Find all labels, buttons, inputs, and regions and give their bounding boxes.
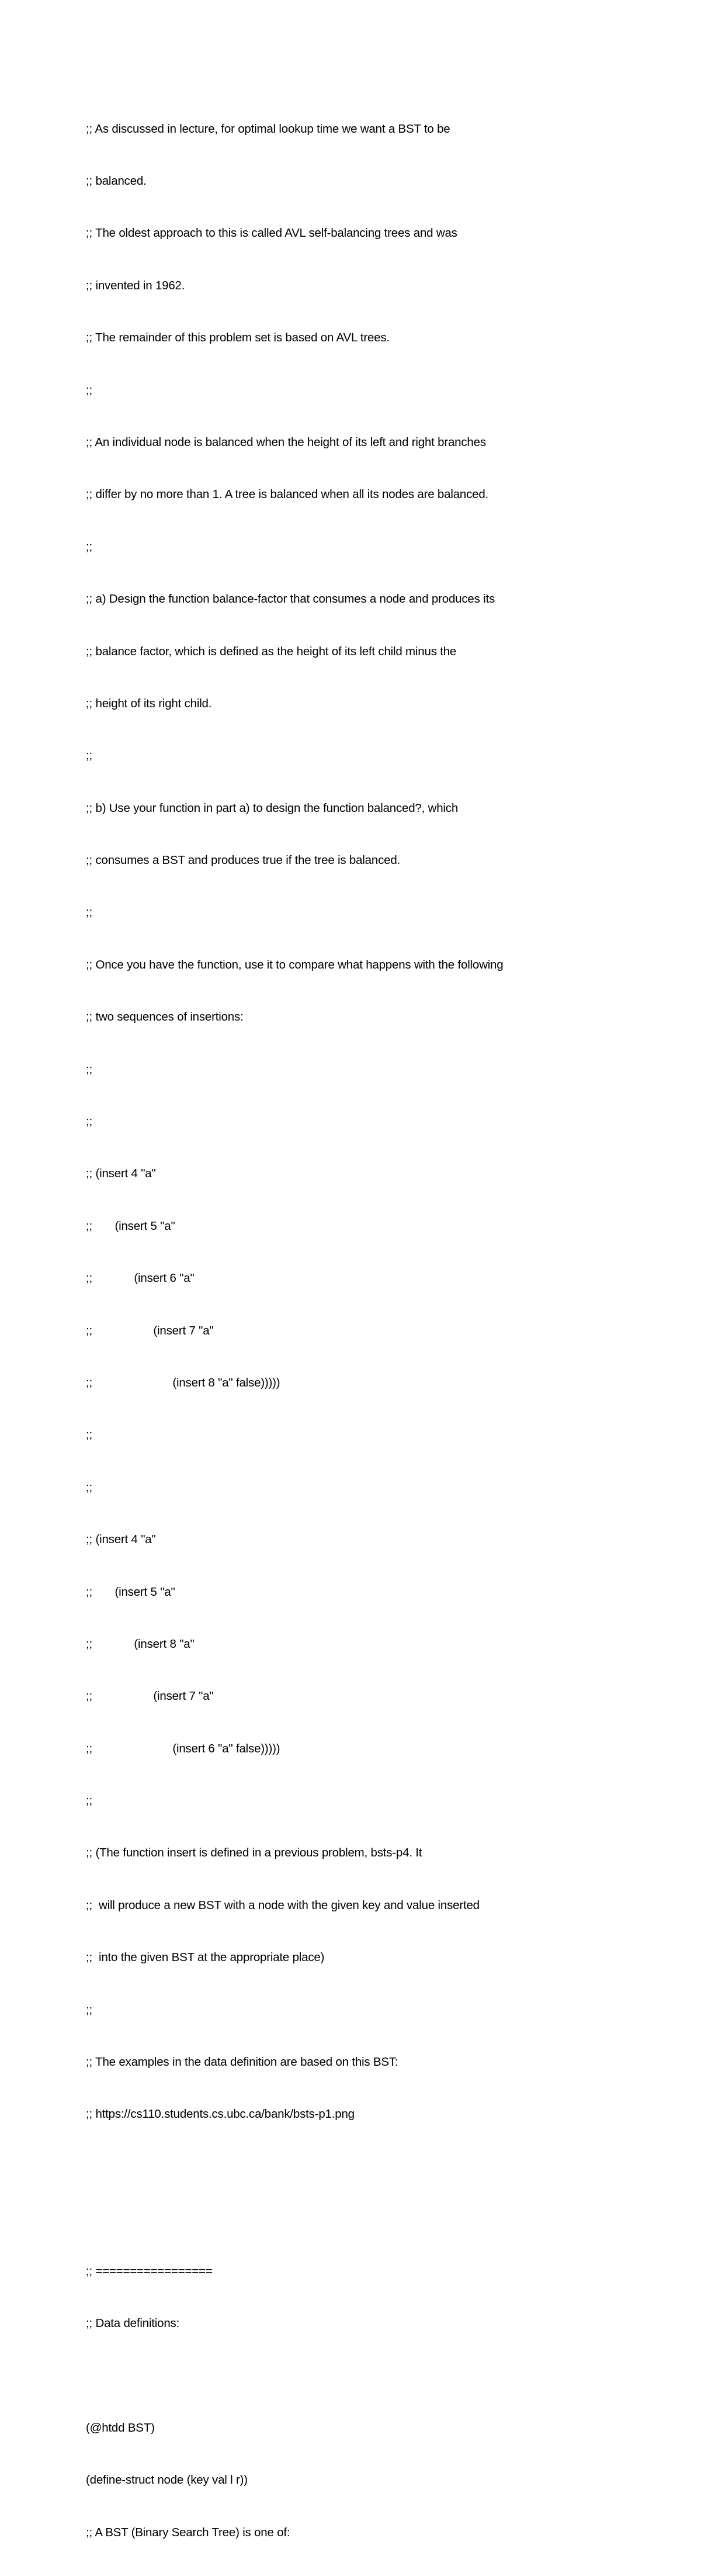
text-line: ;; The remainder of this problem set is based on AVL trees. bbox=[86, 331, 390, 345]
text-line: ;; b) Use your function in part a) to design the function balanced?, which bbox=[86, 801, 459, 815]
text-line: ;; bbox=[86, 2003, 92, 2017]
code-line: ;; (insert 6 "a" bbox=[86, 1271, 195, 1285]
code-line: ;; (insert 5 "a" bbox=[86, 1219, 175, 1233]
text-line: ;; differ by no more than 1. A tree is balanced when all its nodes are balanced. bbox=[86, 487, 489, 502]
blank-line bbox=[86, 2210, 670, 2228]
text-line: ;; bbox=[86, 1794, 92, 1808]
code-line: ;; (insert 8 "a" false))))) bbox=[86, 1375, 280, 1389]
code-line: (@htdd BST) bbox=[86, 2421, 155, 2435]
code-line: (define-struct node (key val l r)) bbox=[86, 2473, 248, 2487]
code-line: ;; (insert 7 "a" bbox=[86, 1689, 214, 1703]
code-line: ;; (insert 6 "a" false))))) bbox=[86, 1741, 280, 1755]
text-line: ;; (The function insert is defined in a previous problem, bsts-p4. It bbox=[86, 1846, 422, 1860]
url-text-line: ;; https://cs110.students.cs.ubc.ca/bank/bsts-p1.png bbox=[86, 2107, 355, 2121]
text-line: ;; As discussed in lecture, for optimal lookup time we want a BST to be bbox=[86, 122, 450, 136]
text-line: ;; two sequences of insertions: bbox=[86, 1010, 244, 1024]
text-line: ;; balanced. bbox=[86, 174, 147, 188]
text-line: ;; bbox=[86, 540, 92, 554]
code-line: ;; (insert 4 "a" bbox=[86, 1533, 156, 1547]
text-line: ;; bbox=[86, 1062, 92, 1076]
document-text-body bbox=[86, 85, 670, 2576]
text-line: ;; consumes a BST and produces true if the tree is balanced. bbox=[86, 853, 401, 867]
section-divider-line: ;; ================= bbox=[86, 2264, 213, 2278]
text-line: ;; bbox=[86, 905, 92, 919]
text-line: ;; invented in 1962. bbox=[86, 278, 185, 292]
text-line: ;; height of its right child. bbox=[86, 696, 212, 710]
text-line: ;; into the given BST at the appropriate place) bbox=[86, 1951, 325, 1965]
text-line: ;; will produce a new BST with a node with the given key and value inserted bbox=[86, 1898, 480, 1912]
text-line: ;; bbox=[86, 1480, 92, 1494]
text-line: ;; The oldest approach to this is called AVL self-balancing trees and was bbox=[86, 226, 457, 240]
code-line: ;; (insert 7 "a" bbox=[86, 1323, 214, 1337]
text-line: ;; A BST (Binary Search Tree) is one of: bbox=[86, 2525, 290, 2539]
blank-line bbox=[86, 2158, 670, 2176]
text-line: ;; Once you have the function, use it to compare what happens with the following bbox=[86, 957, 504, 971]
code-line: ;; (insert 4 "a" bbox=[86, 1167, 156, 1181]
code-line: ;; (insert 8 "a" bbox=[86, 1637, 195, 1651]
text-line: ;; bbox=[86, 749, 92, 763]
text-line: ;; The examples in the data definition are based on this BST: bbox=[86, 2055, 398, 2069]
text-line: ;; bbox=[86, 383, 92, 397]
section-heading-line: ;; Data definitions: bbox=[86, 2316, 180, 2330]
text-line: ;; bbox=[86, 1115, 92, 1129]
text-line: ;; balance factor, which is defined as the height of its left child minus the bbox=[86, 644, 457, 658]
text-line: ;; bbox=[86, 1428, 92, 1442]
blank-line bbox=[86, 2367, 670, 2384]
text-line: ;; An individual node is balanced when the height of its left and right branches bbox=[86, 435, 486, 449]
code-line: ;; (insert 5 "a" bbox=[86, 1585, 175, 1599]
text-line: ;; a) Design the function balance-factor that consumes a node and produces its bbox=[86, 592, 495, 606]
